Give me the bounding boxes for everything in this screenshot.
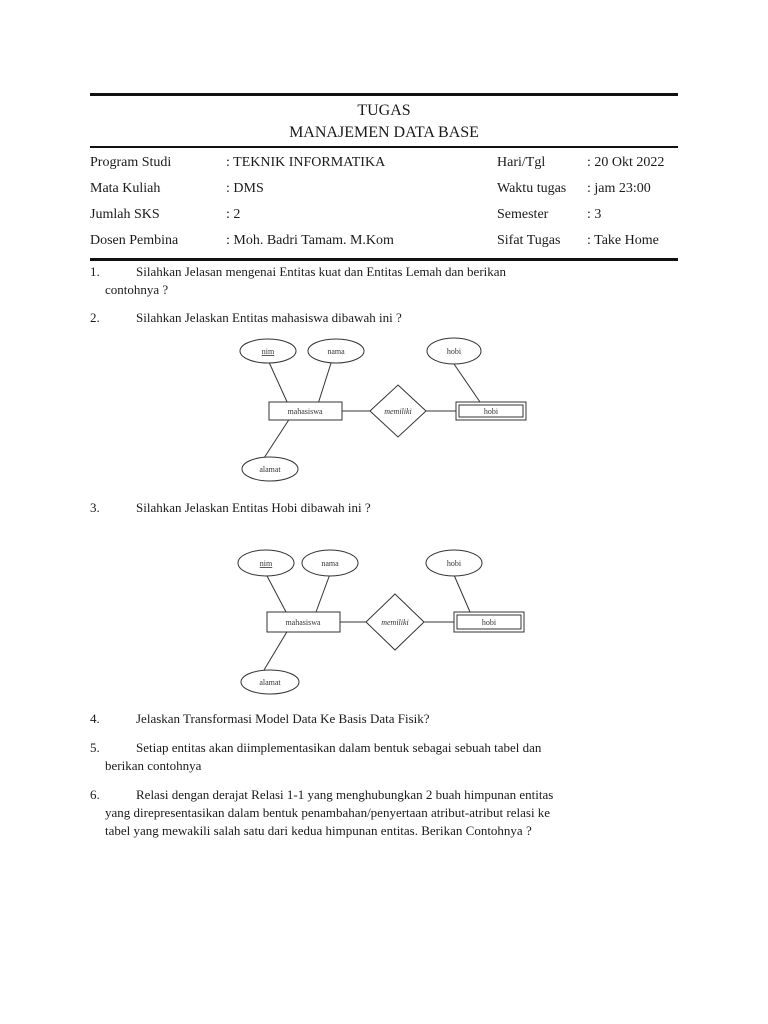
relationship-memiliki-label: memiliki xyxy=(381,618,409,627)
question-2 xyxy=(90,309,680,327)
info-label-dosen-pembina: Dosen Pembina xyxy=(90,233,179,248)
info-value-sifat-tugas: : Take Home xyxy=(587,233,659,248)
question-text-line: Silahkan Jelaskan Entitas mahasiswa dibawah ini ? xyxy=(136,310,402,325)
er-diagram-mahasiswa xyxy=(236,336,536,484)
attribute-nama xyxy=(302,550,358,576)
info-value-program-studi: : TEKNIK INFORMATIKA xyxy=(226,155,386,170)
attribute-nama xyxy=(308,339,364,363)
relationship-memiliki xyxy=(370,385,426,437)
question-text-line: berikan contohnya xyxy=(105,758,202,773)
question-number: 6. xyxy=(90,787,100,802)
info-label-jumlah-sks: Jumlah SKS xyxy=(90,207,160,222)
question-3 xyxy=(90,499,680,517)
info-value-dosen-pembina: : Moh. Badri Tamam. M.Kom xyxy=(226,233,394,248)
question-number: 3. xyxy=(90,500,100,515)
entity-mahasiswa xyxy=(269,402,342,420)
question-number: 5. xyxy=(90,740,100,755)
entity-mahasiswa xyxy=(267,612,340,632)
question-6 xyxy=(90,786,680,840)
question-text-line: Silahkan Jelasan mengenai Entitas kuat dan Entitas Lemah dan berikan xyxy=(136,264,507,279)
info-value-jumlah-sks: : 2 xyxy=(226,207,241,222)
question-text-line: Setiap entitas akan diimplementasikan dalam bentuk sebagai sebuah tabel dan xyxy=(136,740,542,755)
attribute-hobi-label: hobi xyxy=(446,559,462,568)
question-4 xyxy=(90,710,680,728)
attribute-alamat-label: alamat xyxy=(259,678,281,687)
question-1 xyxy=(90,263,680,299)
weak-entity-hobi-label: hobi xyxy=(481,618,497,627)
weak-entity-hobi-label: hobi xyxy=(483,407,499,416)
info-value-waktu-tugas: : jam 23:00 xyxy=(587,181,651,196)
weak-entity-hobi xyxy=(454,612,524,632)
question-number: 1. xyxy=(90,264,100,279)
doc-subtitle: MANAJEMEN DATA BASE xyxy=(289,124,479,141)
relationship-memiliki-label: memiliki xyxy=(384,407,412,416)
er-diagram-hobi xyxy=(234,548,534,696)
question-text-line: contohnya ? xyxy=(105,282,169,297)
top-rule xyxy=(90,93,678,96)
info-label-semester: Semester xyxy=(497,207,549,222)
info-label-sifat-tugas: Sifat Tugas xyxy=(497,233,561,248)
info-label-mata-kuliah: Mata Kuliah xyxy=(90,181,161,196)
attribute-nim xyxy=(238,550,294,576)
info-value-mata-kuliah: : DMS xyxy=(226,181,264,196)
info-label-program-studi: Program Studi xyxy=(90,155,172,170)
question-number: 2. xyxy=(90,310,100,325)
info-label-hari-tgl: Hari/Tgl xyxy=(497,155,546,170)
attribute-hobi xyxy=(426,550,482,576)
attribute-alamat-label: alamat xyxy=(259,465,281,474)
question-5 xyxy=(90,739,680,775)
question-text-line: Relasi dengan derajat Relasi 1-1 yang menghubungkan 2 buah himpunan entitas xyxy=(136,787,554,802)
entity-mahasiswa-label: mahasiswa xyxy=(285,618,321,627)
info-label-waktu-tugas: Waktu tugas xyxy=(497,181,567,196)
doc-title: TUGAS xyxy=(357,102,411,119)
attribute-alamat xyxy=(242,457,298,481)
info-value-hari-tgl: : 20 Okt 2022 xyxy=(587,155,665,170)
question-text-line: tabel yang mewakili salah satu dari kedua himpunan entitas. Berikan Contohnya ? xyxy=(105,823,532,838)
info-bottom-rule xyxy=(90,258,678,261)
question-text-line: Jelaskan Transformasi Model Data Ke Basis Data Fisik? xyxy=(136,711,430,726)
question-text-line: Silahkan Jelaskan Entitas Hobi dibawah ini ? xyxy=(136,500,371,515)
attribute-nim-label: nim xyxy=(259,559,273,568)
entity-mahasiswa-label: mahasiswa xyxy=(287,407,323,416)
attribute-alamat xyxy=(241,670,299,694)
attribute-nama-label: nama xyxy=(321,559,339,568)
attribute-hobi-label: hobi xyxy=(446,347,462,356)
header-divider xyxy=(90,146,678,148)
attribute-nama-label: nama xyxy=(327,347,345,356)
question-number: 4. xyxy=(90,711,100,726)
relationship-memiliki xyxy=(366,594,424,650)
attribute-nim-label: nim xyxy=(261,347,275,356)
weak-entity-hobi xyxy=(456,402,526,420)
attribute-hobi xyxy=(427,338,481,364)
info-value-semester: : 3 xyxy=(587,207,602,222)
question-text-line: yang direpresentasikan dalam bentuk penambahan/penyertaan atribut-atribut relasi ke xyxy=(105,805,551,820)
attribute-nim xyxy=(240,339,296,363)
